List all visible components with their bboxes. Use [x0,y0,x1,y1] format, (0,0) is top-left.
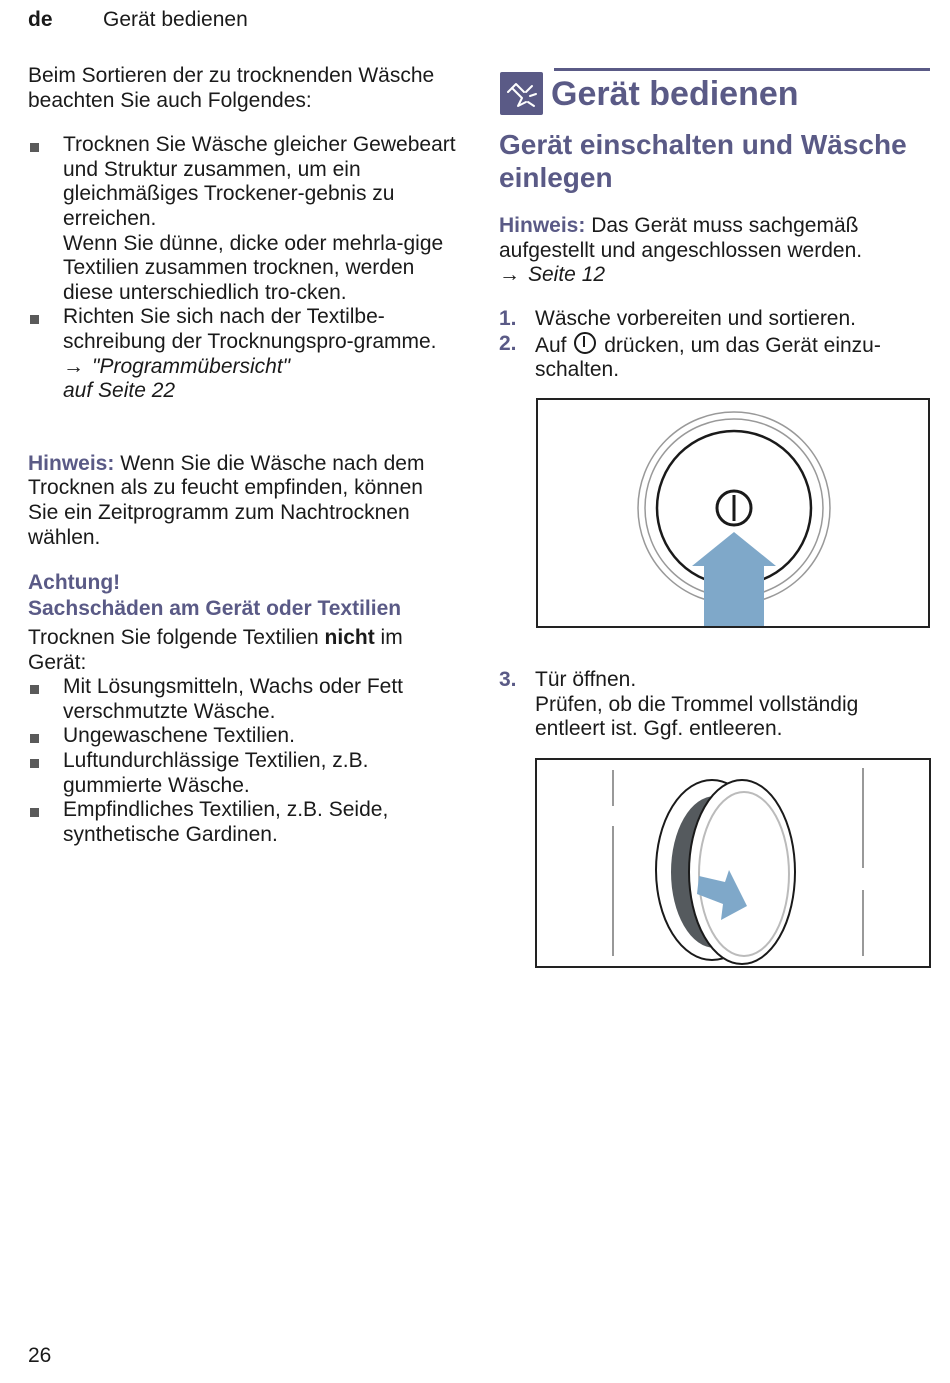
list-item: Empfindliches Textilien, z.B. Seide, synthetische Gardinen. [28,798,458,847]
step-text: Tür öffnen. [535,668,637,691]
sorting-bullet-list [28,133,468,404]
door-opening-illustration [535,758,931,968]
list-item [28,133,463,305]
steps-list [499,307,934,383]
warning-text [28,626,458,675]
note-label: Hinweis: [499,214,586,237]
warning-title: Achtung! [28,571,121,595]
list-item: Ungewaschene Textilien. [28,724,458,749]
step-number: 3. [499,668,517,691]
warning-text-start: Trocknen Sie folgende Textilien [28,626,319,650]
note-text: Wenn Sie die Wäsche nach dem Trocknen als zu feucht empfinden, können Sie ein Zeitprogramm zum Nachtrocknen wählen. [28,451,425,549]
reference-title: "Programmübersicht" [92,354,291,378]
list-item: Mit Lösungsmitteln, Wachs oder Fett verschmutzte Wäsche. [28,675,458,724]
step-item [499,307,934,332]
operate-hand-icon [500,72,543,115]
step-number: 1. [499,307,517,330]
arrow-right-icon: → [63,354,84,378]
bullet-text: Richten Sie sich nach der Textilbe-schreibung der Trocknungspro-gramme. [63,305,437,353]
note-label: Hinweis: [28,451,115,475]
step-item [499,332,934,383]
bullet-text: Trocknen Sie Wäsche gleicher Gewebeart und Struktur zusammen, um ein gleichmäßiges Trockener-gebnis zu erreichen. [63,133,456,230]
cross-reference[interactable] [63,355,463,380]
right-note [499,214,929,288]
power-icon [574,332,596,354]
note-text: Das Gerät muss sachgemäß aufgestellt und angeschlossen werden. [499,214,863,262]
reference-page: Seite 12 [528,263,606,287]
arrow-right-icon: → [499,263,520,287]
subsection-title: Gerät einschalten und Wäsche einlegen [499,129,907,193]
note-paragraph [499,214,929,263]
section-title: Gerät bedienen [551,75,799,113]
list-item: Luftundurchlässige Textilien, z.B. gummierte Wäsche. [28,749,458,798]
intro-text: Beim Sortieren der zu trocknenden Wäsche beachten Sie auch Folgendes: [28,64,435,112]
bullet-text-continued: Wenn Sie dünne, dicke oder mehrla-gige Textilien zusammen trocknen, werden diese unterschiedlich tro-cken. [63,231,444,304]
note-paragraph [28,452,458,550]
reference-page: auf Seite 22 [63,379,176,403]
language-tag: de [28,8,53,31]
list-item [28,305,463,403]
press-arrow [692,532,776,626]
power-icon [717,491,751,525]
left-column [28,64,468,847]
steps-list-continued [499,668,934,742]
step-item [499,668,934,742]
step-text-end: drücken, um das Gerät einzu-schalten. [535,333,881,382]
running-header-title: Gerät bedienen [103,8,248,31]
step-number: 2. [499,331,517,355]
step-text-continued: Prüfen, ob die Trommel vollständig entleert ist. Ggf. entleeren. [535,692,859,741]
warning-emphasis: nicht [324,626,375,650]
page-number: 26 [28,1344,52,1367]
power-button-illustration [536,398,930,628]
warning-block [28,570,468,847]
step-text: Wäsche vorbereiten und sortieren. [535,307,856,330]
warning-text-end: im Gerät: [28,626,403,674]
step-text-start: Auf [535,333,567,357]
section-rule [554,68,930,71]
warning-subtitle: Sachschäden am Gerät oder Textilien [28,597,402,621]
warning-list [28,675,458,847]
cross-reference[interactable] [499,263,929,288]
